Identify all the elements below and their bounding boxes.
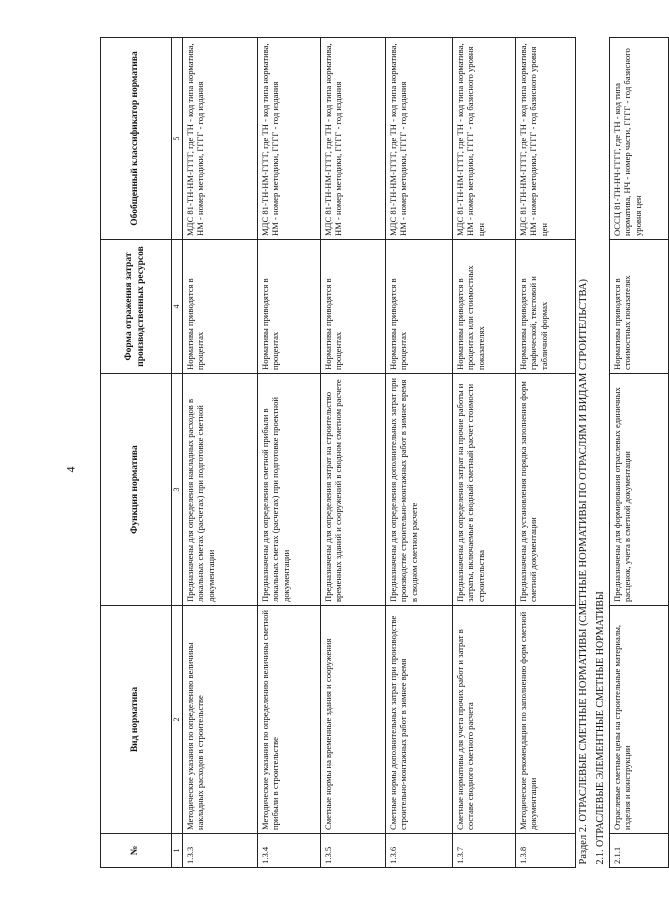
row-form: Нормативы приводятся в процентах: [385, 240, 452, 374]
page-number: 4: [63, 466, 78, 473]
table-row: [385, 38, 452, 868]
row-number: 1.3.4: [257, 834, 320, 868]
row-classifier: МДС 81-ТН-НМ-ГГГГ, где ТН - код типа норматива, НМ - номер методики, ГГГГ - год издания: [385, 38, 452, 240]
row-form: Нормативы приводятся в графической, текстовой и табличной формах: [515, 240, 575, 374]
section-title: Раздел 2. ОТРАСЛЕВЫЕ СМЕТНЫЕ НОРМАТИВЫ (СМЕТНЫЕ НОРМАТИВЫ ПО ОТРАСЛЯМ И ВИДАМ СТРОИТЕЛЬСТВА): [577, 279, 589, 865]
rotated-page: [100, 38, 643, 868]
header-function: Функция норматива: [101, 374, 172, 606]
row-type: Сметные нормы дополнительных затрат при производстве строительно-монтажных работ в зимнее время: [385, 606, 452, 834]
row-classifier: МДС 81-ТН-НМ-ГГГГ, где ТН - код типа норматива, НМ - номер методики, ГГГГ - год издания: [182, 38, 257, 240]
row-function: Предназначены для определения затрат на строительство временных зданий и сооружений в сводном сметном расчете: [320, 374, 385, 606]
header-classifier: Обобщенный классификатор норматива: [101, 38, 172, 240]
row-number: 1.3.8: [515, 834, 575, 868]
row-classifier: МДС 81-ТН-НМ-ГГГГ, где ТН - код типа норматива, НМ - номер методики, ГГГГ - год издания: [320, 38, 385, 240]
table-header-row: [101, 38, 172, 868]
row-function: Предназначены для формирования отраслевых единичных расценок, учета в сметной документации: [609, 374, 668, 606]
row-form: Нормативы приводятся в процентах: [182, 240, 257, 374]
row-form: Нормативы приводятся в стоимостных показателях: [609, 240, 668, 374]
row-form: Нормативы приводятся в процентах: [320, 240, 385, 374]
normatives-table: [100, 37, 669, 868]
column-number-row: [172, 38, 183, 868]
subsection-title: 2.1. ОТРАСЛЕВЫЕ ЭЛЕМЕНТНЫЕ СМЕТНЫЕ НОРМАТИВЫ: [594, 591, 606, 865]
row-form: Нормативы приводятся в процентах: [257, 240, 320, 374]
row-number: 1.3.6: [385, 834, 452, 868]
row-type: Методические рекомендации по заполнению форм сметной документации: [515, 606, 575, 834]
row-number: 1.3.7: [452, 834, 515, 868]
row-type: Методические указания по определению величины сметной прибыли в строительстве: [257, 606, 320, 834]
row-classifier: МДС 81-ТН-НМ-ГГГГ, где ТН - код типа норматива, НМ - номер методики, ГГГГ - год издания: [257, 38, 320, 240]
table-row: [257, 38, 320, 868]
row-number: 1.3.5: [320, 834, 385, 868]
header-form: Форма отражения затрат производственных ресурсов: [101, 240, 172, 374]
row-function: Предназначены для установления порядка заполнения форм сметной документации: [515, 374, 575, 606]
row-function: Предназначены для определения накладных расходов в локальных сметах (расчетах) при подготовке сметной документации: [182, 374, 257, 606]
column-number: 4: [172, 240, 183, 374]
table-row: [452, 38, 515, 868]
column-number: 5: [172, 38, 183, 240]
table-row: [182, 38, 257, 868]
subsection-heading-row: [593, 38, 610, 868]
row-classifier: ОССЦ 81-ТН-НЧ-ГГГГ, где ТН - код типа норматива, НЧ - номер части, ГГГГ - год базисного уровня цен: [609, 38, 668, 240]
column-number: 1: [172, 834, 183, 868]
row-type: Сметные нормы на временные здания и сооружения: [320, 606, 385, 834]
row-classifier: МДС 81-ТН-НМ-ГГГГ, где ТН - код типа норматива, НМ - номер методики, ГГГГ - год базисного уровня цен: [452, 38, 515, 240]
column-number: 2: [172, 606, 183, 834]
row-number: 2.1.1: [609, 834, 668, 868]
row-form: Нормативы приводятся в процентах или стоимостных показателях: [452, 240, 515, 374]
row-classifier: МДС 81-ТН-НМ-ГГГГ, где ТН - код типа норматива, НМ - номер методики, ГГГГ - год базисного уровня цен: [515, 38, 575, 240]
row-type: Отраслевые сметные цены на строительные материалы, изделия и конструкции: [609, 606, 668, 834]
row-function: Предназначены для определения затрат на прочие работы и затраты, включаемые в сводный сметный расчет стоимости строительства: [452, 374, 515, 606]
row-type: Сметные нормативы для учета прочих работ и затрат в составе сводного сметного расчета: [452, 606, 515, 834]
header-type: Вид норматива: [101, 606, 172, 834]
table-row: [320, 38, 385, 868]
section-heading-row: [575, 38, 592, 868]
table-row: [515, 38, 575, 868]
row-number: 1.3.3: [182, 834, 257, 868]
row-function: Предназначены для определения дополнительных затрат при производстве строительно-монтажных работ в зимнее время в сводном сметном расчете: [385, 374, 452, 606]
row-type: Методические указания по определению величины накладных расходов в строительстве: [182, 606, 257, 834]
header-number: №: [101, 834, 172, 868]
row-function: Предназначены для определения сметной прибыли в локальных сметах (расчетах) при подготовке проектной документации: [257, 374, 320, 606]
column-number: 3: [172, 374, 183, 606]
table-row: [609, 38, 668, 868]
